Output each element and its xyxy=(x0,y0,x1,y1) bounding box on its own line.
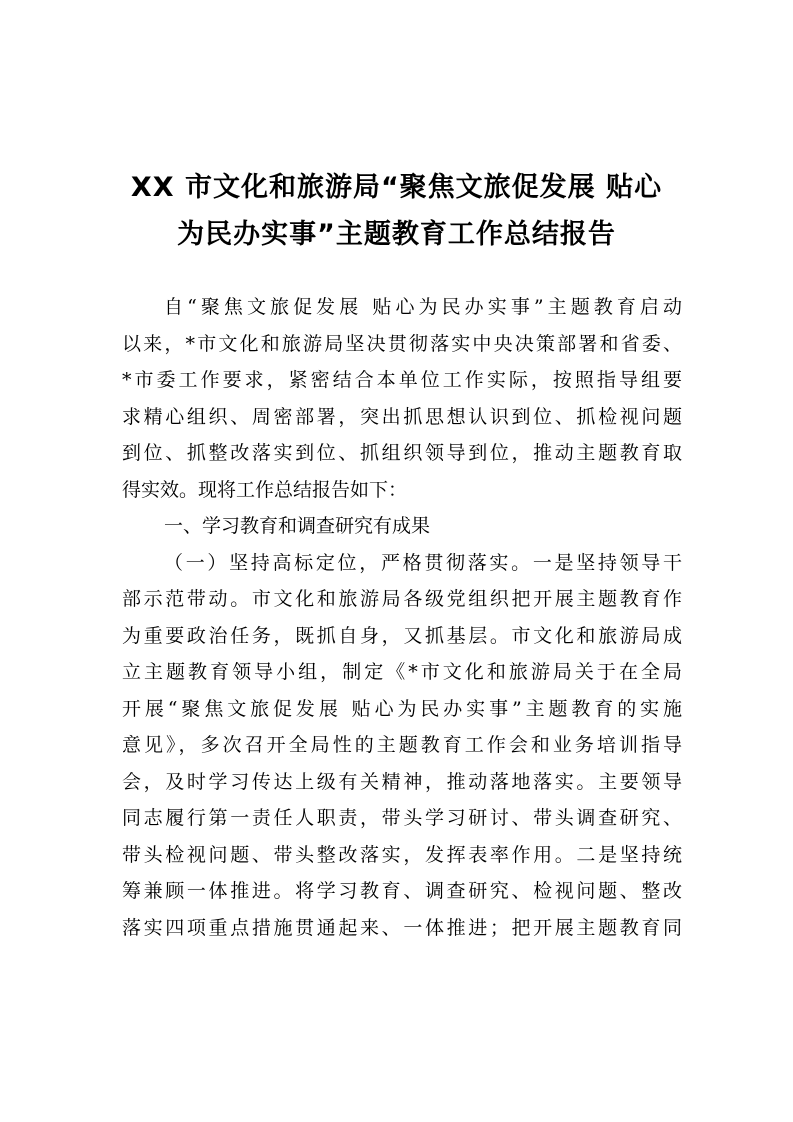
body-line-6: 得实效。现将工作总结报告如下： xyxy=(122,478,408,501)
document-title-line-1: XX 市文化和旅游局“聚焦文旅促发展 贴心 xyxy=(130,172,663,203)
body-line-12: 开展“聚焦文旅促发展 贴心为民办实事”主题教育的实施 xyxy=(122,697,682,720)
body-line-13: 意见》，多次召开全局性的主题教育工作会和业务培训指导 xyxy=(122,734,682,756)
body-line-8: （一）坚持高标定位，严格贯彻落实。一是坚持领导干 xyxy=(164,551,682,574)
body-line-18: 落实四项重点措施贯通起来、一体推进；把开展主题教育同 xyxy=(122,916,682,939)
body-line-2: 以来，*市文化和旅游局坚决贯彻落实中央决策部署和省委、 xyxy=(122,332,682,355)
body-line-1: 自“聚焦文旅促发展 贴心为民办实事”主题教育启动 xyxy=(164,296,682,318)
document-body xyxy=(122,289,682,946)
body-line-11: 立主题教育领导小组，制定《*市文化和旅游局关于在全局 xyxy=(122,661,682,683)
body-line-17: 筹兼顾一体推进。将学习教育、调查研究、检视问题、整改 xyxy=(122,880,682,902)
body-line-10: 为重要政治任务，既抓自身，又抓基层。市文化和旅游局成 xyxy=(122,624,682,647)
body-line-15: 同志履行第一责任人职责，带头学习研讨、带头调查研究、 xyxy=(122,807,682,829)
body-line-3: *市委工作要求，紧密结合本单位工作实际，按照指导组要 xyxy=(122,369,682,391)
body-line-9: 部示范带动。市文化和旅游局各级党组织把开展主题教育作 xyxy=(122,588,682,610)
body-line-4: 求精心组织、周密部署，突出抓思想认识到位、抓检视问题 xyxy=(122,405,682,428)
section-heading-1: 一、学习教育和调查研究有成果 xyxy=(164,515,431,537)
body-line-16: 带头检视问题、带头整改落实，发挥表率作用。二是坚持统 xyxy=(122,843,682,866)
body-line-14: 会，及时学习传达上级有关精神，推动落地落实。主要领导 xyxy=(122,770,682,793)
document-title-line-2: 为民办实事”主题教育工作总结报告 xyxy=(177,219,616,250)
body-line-5: 到位、抓整改落实到位、抓组织领导到位，推动主题教育取 xyxy=(122,442,682,464)
